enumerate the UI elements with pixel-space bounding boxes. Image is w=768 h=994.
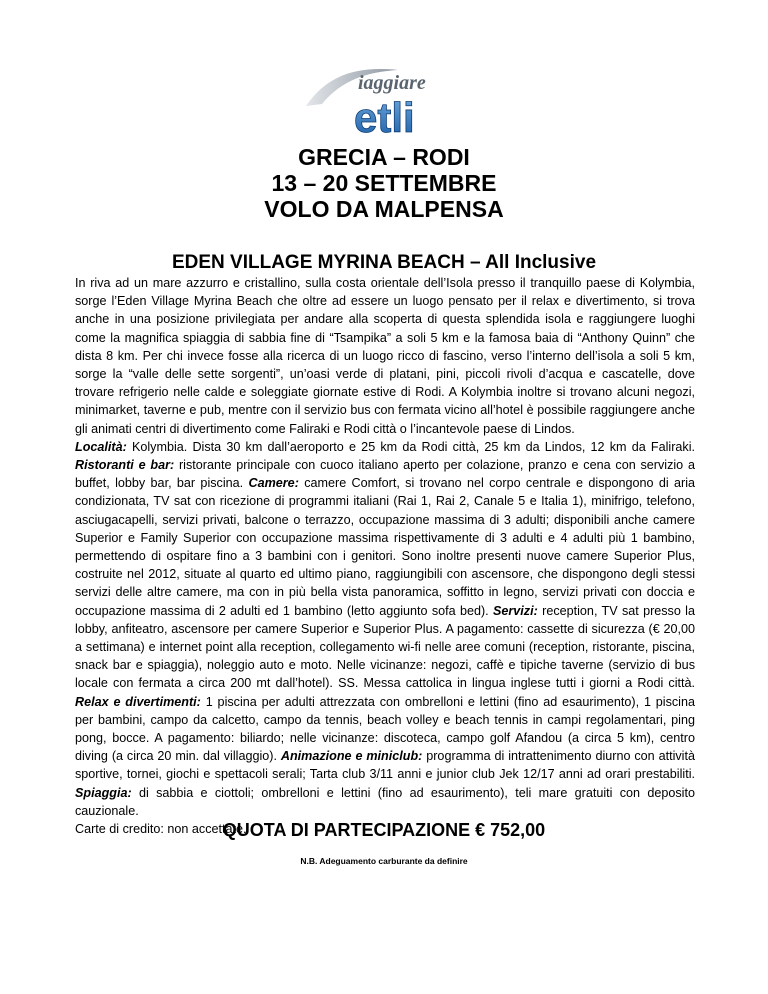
spiaggia-label: Spiaggia: (75, 785, 132, 800)
ristoranti-label: Ristoranti e bar: (75, 458, 175, 473)
intro-paragraph: In riva ad un mare azzurro e cristallino, sulla costa orientale dell’Isola presso il tranquillo paese di Kolymbia, sorge l’Eden Village Myrina Beach che oltre ad essere un luogo pensato per il relax e divertimento, si trova anche in una posizione privilegiata per andare alla scoperta di questa splendida isola e raggiungere luoghi come la magnifica spiaggia di sabbia fine di “Tsampika” a soli 5 km e la famosa baia di “Anthony Quinn” che dista 8 km. Per chi invece fosse alla ricerca di un luogo ricco di fascino, verso l’interno dell’isola a soli 5 km, sorge la “valle delle sette sorgenti”, un’oasi verde di platani, pini, piccoli rivoli d’acqua e cascatelle, dove trovare refrigerio nelle calde e soleggiate giornate estive di Rodi. A Kolymbia inoltre si trovano alcuni negozi, minimarket, taverne e pub, mentre con il servizio bus con fermata vicino all’hotel è possibile raggiungere anche gli animati centri di divertimento come Faliraki e Rodi città o l’incantevole paese di Lindos. (75, 276, 695, 436)
relax-text: 1 piscina per adulti attrezzata con ombrelloni e lettini (fino ad esaurimento), 1 piscina per bambini, campo da calcetto, campo da tennis, beach volley e beach tennis in campi regolamentari, ping pong, bocce. A pagamento: biliardo; nelle vicinanze: discoteca, campo golf Afandou (a circa 5 km), centro diving (a circa 20 min. dal villaggio). (75, 694, 695, 764)
trip-heading (0, 144, 768, 222)
logo-script-text: iaggiare (358, 72, 426, 94)
destination-title: GRECIA – RODI (298, 144, 470, 170)
fuel-note: N.B. Adeguamento carburante da definire (300, 856, 468, 866)
dates-title: 13 – 20 SETTEMBRE (271, 170, 497, 196)
details-paragraph (75, 438, 695, 820)
animazione-text: programma di intrattenimento diurno con attività sportive, tornei, giochi e spettacoli serali; Tarta club 3/11 anni e junior club Jek 12/17 anni ad orari prestabiliti. (75, 749, 695, 782)
ristoranti-text: ristorante principale con cuoco italiano aperto per colazione, pranzo e cena con servizio a buffet, lobby bar, bar piscina. (75, 458, 695, 491)
logo-brand-text: etli (354, 94, 415, 136)
logo-graphic (300, 62, 470, 136)
localita-text: Kolymbia. Dista 30 km dall’aeroporto e 25 km da Rodi città, 25 km da Lindos, 12 km da Faliraki. (126, 439, 695, 454)
servizi-label: Servizi: (493, 603, 538, 618)
relax-label: Relax e divertimenti: (75, 694, 201, 709)
company-logo (300, 62, 470, 136)
animazione-label: Animazione e miniclub: (280, 749, 423, 764)
camere-label: Camere: (248, 476, 299, 491)
price-heading: QUOTA DI PARTECIPAZIONE € 752,00 (222, 820, 546, 840)
hotel-title: EDEN VILLAGE MYRINA BEACH – All Inclusive (171, 252, 597, 273)
flight-title: VOLO DA MALPENSA (264, 196, 504, 222)
servizi-text: reception, TV sat presso la lobby, anfiteatro, ascensore per camere Superior e Superior Plus. A pagamento: cassette di sicurezza (€ 20,00 a settimana) e internet point alla reception, collegamento wi-fi nelle aree comuni (reception, ristorante, piscina, snack bar e spiaggia), noleggio auto e moto. Nelle vicinanze: negozi, caffè e tipiche taverne (servizio di bus locale con fermata a circa 200 mt dall’hotel). SS. Messa cattolica in lingua inglese tutti i giorni a Rodi città. (75, 603, 695, 691)
spiaggia-text: di sabbia e ciottoli; ombrelloni e lettini (fino ad esaurimento), teli mare gratuiti con deposito cauzionale. (75, 785, 695, 818)
localita-label: Località: (75, 439, 127, 454)
camere-text: camere Comfort, si trovano nel corpo centrale e dispongono di aria condizionata, TV sat con ricezione di programmi italiani (Rai 1, Rai 2, Canale 5 e Italia 1), minifrigo, telefono, asciugacapelli, servizi privati, balcone o terrazzo, occupazione massima di 3 adulti; disponibili anche camere Superior e Family Superior con occupazione massima rispettivamente di 3 adulti e 4 adulti più 1 bambino, permettendo di ospitare fino a 3 bambini con i genitori. Sono inoltre presenti nuove camere Superior Plus, costruite nel 2012, situate al quarto ed ultimo piano, raggiungibili con ascensore, che dispongono degli stessi servizi delle altre camere, ma con in più bella vista panoramica, soffitto in legno, servizi privati con doccia e occupazione massima di 2 adulti ed 1 bambino (letto aggiunto sofa bed). (75, 476, 695, 618)
credit-cards-line: Carte di credito: non accettate. (75, 822, 247, 837)
hotel-description (75, 274, 695, 838)
